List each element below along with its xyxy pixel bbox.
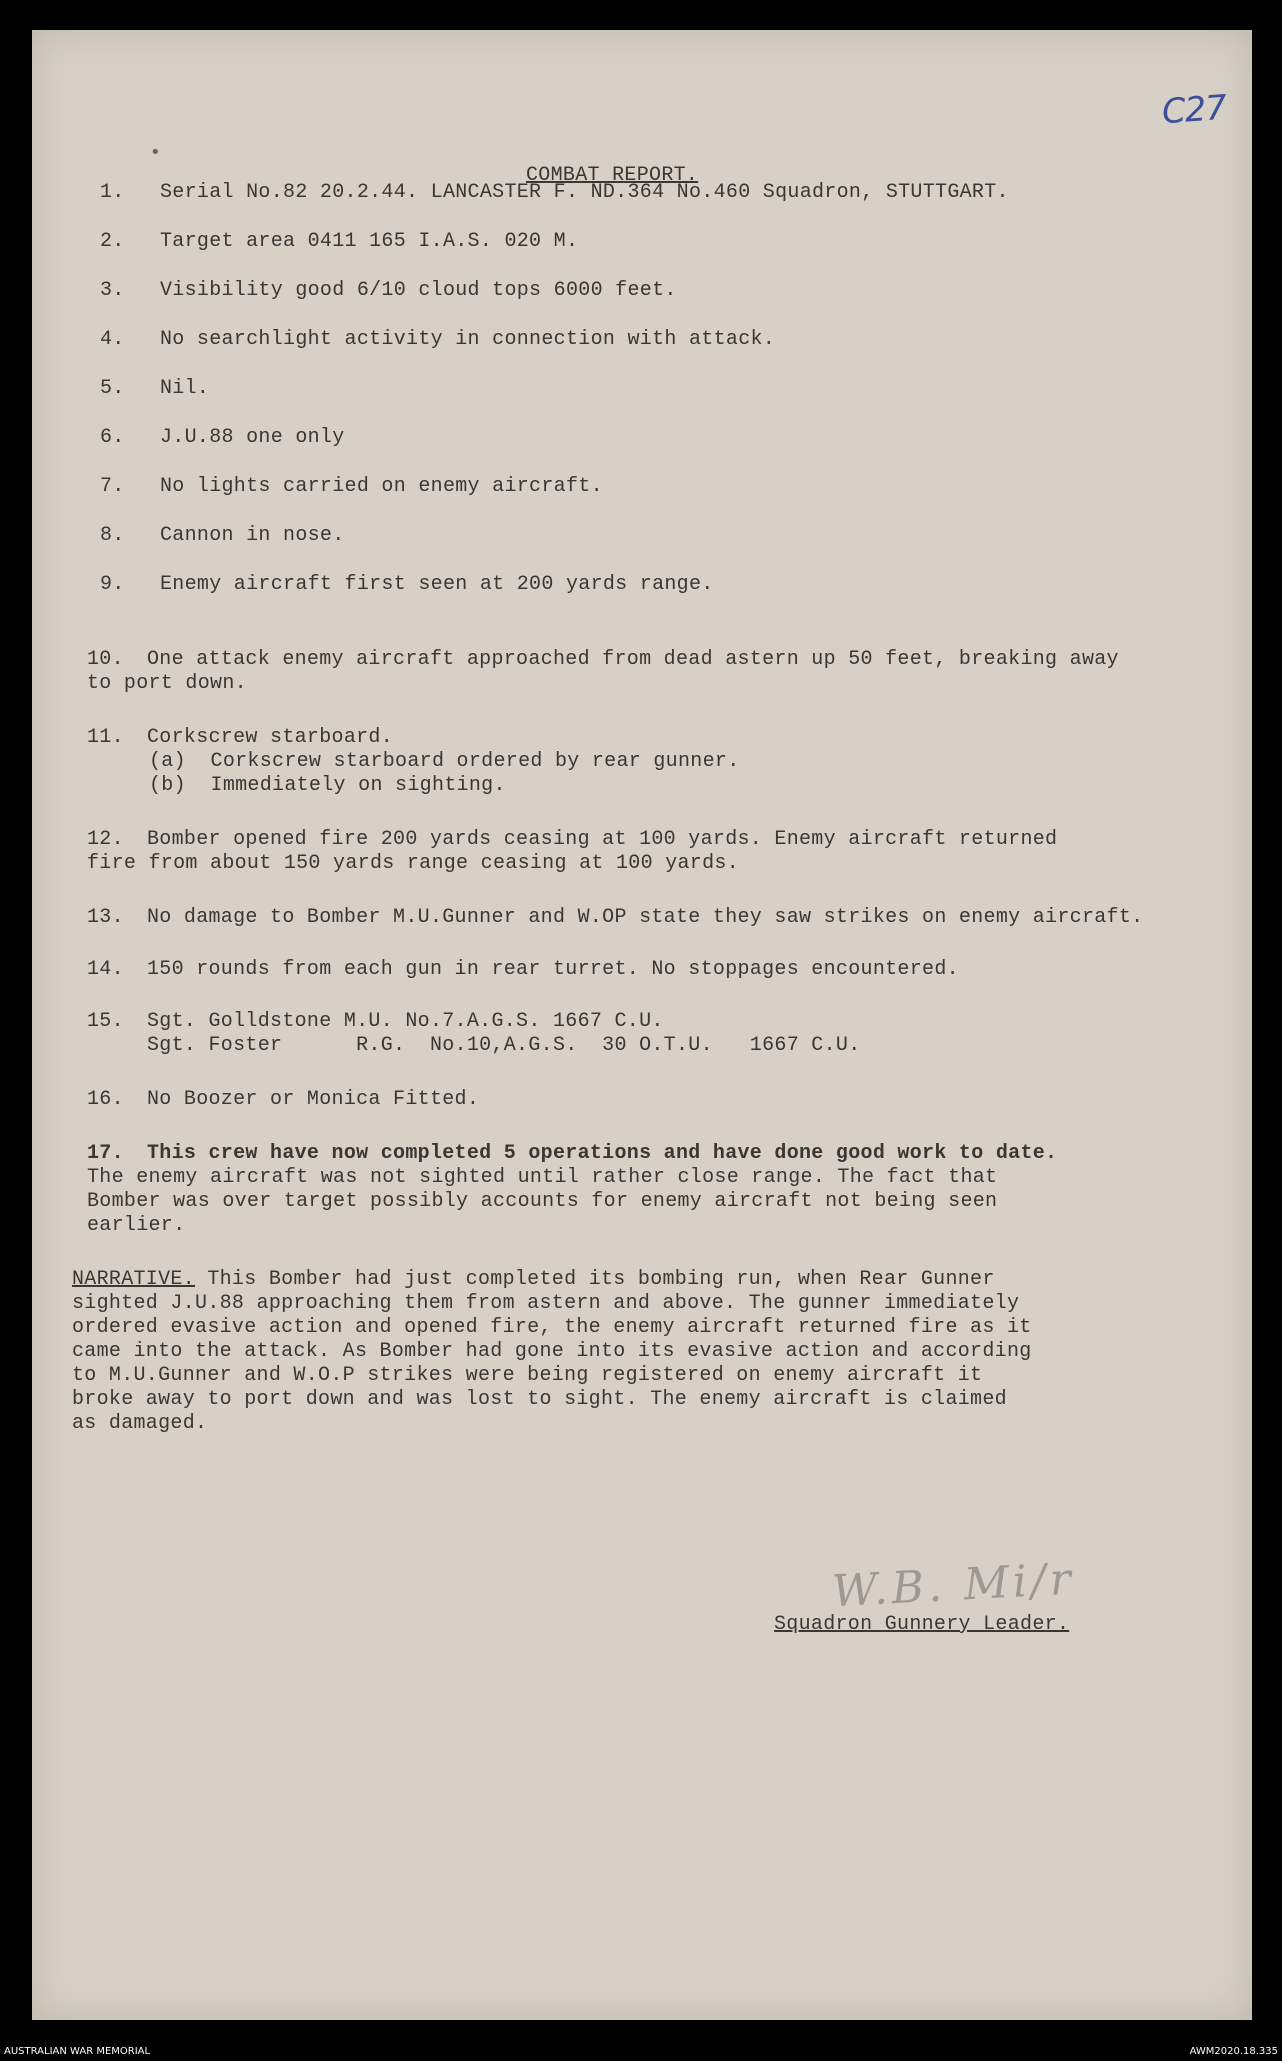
item-number: 7. — [100, 475, 125, 498]
item-text: Serial No.82 20.2.44. LANCASTER F. ND.364 No.460 Squadron, STUTTGART. — [160, 181, 1009, 204]
narrative-line-5: to M.U.Gunner and W.O.P strikes were being registered on enemy aircraft it — [72, 1364, 983, 1387]
item-number: 6. — [100, 426, 125, 449]
item-text: Sgt. Golldstone M.U. No.7.A.G.S. 1667 C.U. — [147, 1010, 664, 1033]
item-17-line-2: The enemy aircraft was not sighted until rather close range. The fact that — [87, 1166, 998, 1189]
item-number: 15. — [87, 1010, 124, 1033]
sub-label: (a) — [149, 750, 186, 773]
item-8 — [100, 524, 345, 547]
item-number: 2. — [100, 230, 125, 253]
item-number: 12. — [87, 828, 124, 851]
item-number: 10. — [87, 648, 124, 671]
item-text: J.U.88 one only — [160, 426, 345, 449]
paper-sheet — [32, 30, 1252, 2020]
item-number: 9. — [100, 573, 125, 596]
footer-credit: AUSTRALIAN WAR MEMORIAL — [4, 2046, 151, 2057]
item-4 — [100, 328, 775, 351]
item-text: No Boozer or Monica Fitted. — [147, 1088, 480, 1111]
narrative-label: NARRATIVE. — [72, 1268, 196, 1291]
item-2 — [100, 230, 578, 253]
item-number: 1. — [100, 181, 125, 204]
item-10 — [87, 648, 1119, 671]
item-17-line-4: earlier. — [87, 1214, 186, 1237]
item-text: Target area 0411 165 I.A.S. 020 M. — [160, 230, 579, 253]
item-11 — [87, 726, 393, 749]
item-text: One attack enemy aircraft approached from dead astern up 50 feet, breaking away — [147, 648, 1119, 671]
corner-mark: • — [150, 142, 161, 163]
footer-accession-number: AWM2020.18.335 — [1189, 2046, 1278, 2057]
item-15 — [87, 1010, 664, 1033]
item-number: 4. — [100, 328, 125, 351]
narrative-first-line — [72, 1268, 995, 1291]
item-number: 8. — [100, 524, 125, 547]
item-number: 3. — [100, 279, 125, 302]
item-7 — [100, 475, 603, 498]
item-10-continued: to port down. — [87, 672, 247, 695]
handwritten-signature: W.B. Mi/r — [830, 1553, 1076, 1618]
narrative-line-2: sighted J.U.88 approaching them from astern and above. The gunner immediately — [72, 1292, 1020, 1315]
narrative-line-6: broke away to port down and was lost to sight. The enemy aircraft is claimed — [72, 1388, 1007, 1411]
item-11-sub-a — [149, 750, 740, 773]
reference-code: C27 — [1160, 87, 1228, 133]
item-14 — [87, 958, 959, 981]
item-17-line-3: Bomber was over target possibly accounts for enemy aircraft not being seen — [87, 1190, 998, 1213]
item-text: No damage to Bomber M.U.Gunner and W.OP state they saw strikes on enemy aircraft. — [147, 906, 1144, 929]
report-title: COMBAT REPORT. — [526, 164, 699, 187]
narrative-line-3: ordered evasive action and opened fire, the enemy aircraft returned fire as it — [72, 1316, 1032, 1339]
signature-title: Squadron Gunnery Leader. — [774, 1613, 1070, 1636]
item-11-sub-b — [149, 774, 506, 797]
item-number: 13. — [87, 906, 124, 929]
item-text: 150 rounds from each gun in rear turret. No stoppages encountered. — [147, 958, 959, 981]
item-17 — [87, 1142, 1057, 1165]
sub-text: Corkscrew starboard ordered by rear gunner. — [210, 750, 740, 773]
item-16 — [87, 1088, 479, 1111]
item-13 — [87, 906, 1143, 929]
item-text: Nil. — [160, 377, 210, 400]
item-number: 11. — [87, 726, 124, 749]
item-number: 16. — [87, 1088, 124, 1111]
item-text: No lights carried on enemy aircraft. — [160, 475, 603, 498]
item-1 — [100, 181, 1009, 204]
item-3 — [100, 279, 677, 302]
item-number: 5. — [100, 377, 125, 400]
item-text: Enemy aircraft first seen at 200 yards range. — [160, 573, 714, 596]
item-6 — [100, 426, 345, 449]
narrative-line-4: came into the attack. As Bomber had gone into its evasive action and according — [72, 1340, 1032, 1363]
narrative-text: This Bomber had just completed its bombing run, when Rear Gunner — [195, 1268, 995, 1291]
sub-text: Immediately on sighting. — [210, 774, 506, 797]
item-text: Cannon in nose. — [160, 524, 345, 547]
item-text: No searchlight activity in connection with attack. — [160, 328, 776, 351]
item-number: 17. — [87, 1142, 124, 1165]
item-text: Corkscrew starboard. — [147, 726, 394, 749]
narrative-line-7: as damaged. — [72, 1412, 208, 1435]
sub-label: (b) — [149, 774, 186, 797]
item-9 — [100, 573, 714, 596]
item-12 — [87, 828, 1057, 851]
item-5 — [100, 377, 209, 400]
item-text: This crew have now completed 5 operations and have done good work to date. — [147, 1142, 1058, 1165]
item-text: Visibility good 6/10 cloud tops 6000 feet. — [160, 279, 677, 302]
item-text: Bomber opened fire 200 yards ceasing at 100 yards. Enemy aircraft returned — [147, 828, 1058, 851]
item-15-line-2: Sgt. Foster R.G. No.10,A.G.S. 30 O.T.U. 1667 C.U. — [147, 1034, 861, 1057]
item-number: 14. — [87, 958, 124, 981]
item-12-continued: fire from about 150 yards range ceasing at 100 yards. — [87, 852, 740, 875]
